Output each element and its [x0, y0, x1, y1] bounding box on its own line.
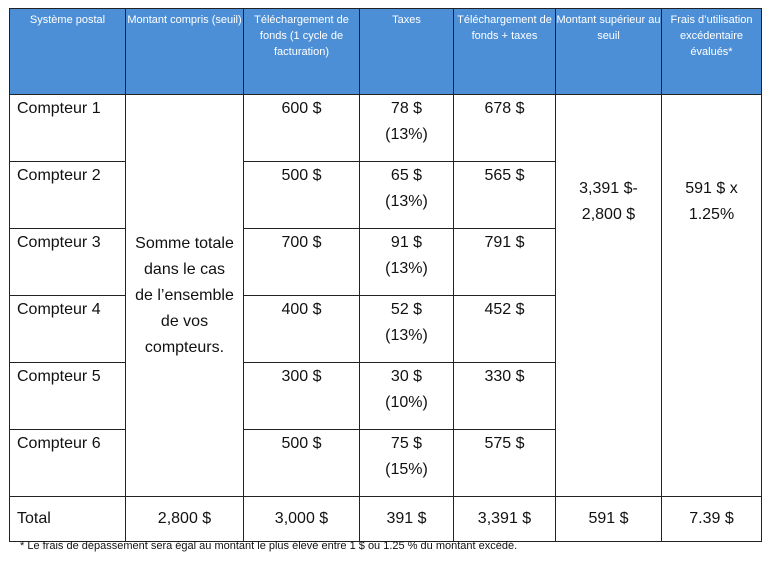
total-threshold: 2,800 $	[126, 497, 244, 542]
funds-tax-cell: 791 $	[454, 229, 556, 296]
over-threshold-cell	[556, 95, 662, 497]
tax-amount: 65 $	[390, 167, 423, 184]
tax-cell	[360, 363, 454, 430]
table-row	[10, 95, 762, 162]
tax-cell	[360, 430, 454, 497]
excess-fee-calc-cell	[662, 95, 762, 497]
total-label: Total	[10, 497, 126, 542]
tax-amount: 91 $	[390, 234, 423, 251]
header-threshold: Montant compris (seuil)	[126, 9, 244, 95]
header-over-threshold: Montant supérieur au seuil	[556, 9, 662, 95]
tax-rate: (13%)	[385, 260, 428, 277]
funds-cell: 500 $	[244, 430, 360, 497]
header-excess-fee: Frais d’utilisation excédentaire évalués*	[662, 9, 762, 95]
header-postal-system: Système postal	[10, 9, 126, 95]
total-funds: 3,000 $	[244, 497, 360, 542]
fees-table	[9, 8, 762, 542]
tax-rate: (13%)	[385, 193, 428, 210]
total-row	[10, 497, 762, 542]
tax-amount: 78 $	[390, 100, 423, 117]
tax-rate: (15%)	[385, 461, 428, 478]
tax-amount: 30 $	[390, 368, 423, 385]
header-taxes: Taxes	[360, 9, 454, 95]
total-excess-fee: 7.39 $	[662, 497, 762, 542]
header-funds-download: Téléchargement de fonds (1 cycle de facturation)	[244, 9, 360, 95]
tax-amount: 52 $	[390, 301, 423, 318]
tax-cell	[360, 162, 454, 229]
funds-tax-cell: 678 $	[454, 95, 556, 162]
meter-name: Compteur 3	[10, 229, 126, 296]
total-funds-tax: 3,391 $	[454, 497, 556, 542]
meter-name: Compteur 5	[10, 363, 126, 430]
over-threshold-text: 3,391 $- 2,800 $	[579, 180, 638, 223]
tax-amount: 75 $	[390, 435, 423, 452]
tax-rate: (10%)	[385, 394, 428, 411]
funds-cell: 600 $	[244, 95, 360, 162]
total-over-threshold: 591 $	[556, 497, 662, 542]
meter-name: Compteur 2	[10, 162, 126, 229]
meter-name: Compteur 4	[10, 296, 126, 363]
funds-cell: 300 $	[244, 363, 360, 430]
tax-cell	[360, 296, 454, 363]
excess-fee-calc-text: 591 $ x 1.25%	[685, 180, 738, 223]
meter-name: Compteur 6	[10, 430, 126, 497]
funds-cell: 400 $	[244, 296, 360, 363]
funds-tax-cell: 330 $	[454, 363, 556, 430]
funds-tax-cell: 565 $	[454, 162, 556, 229]
funds-tax-cell: 452 $	[454, 296, 556, 363]
tax-cell	[360, 229, 454, 296]
funds-cell: 500 $	[244, 162, 360, 229]
header-funds-plus-taxes: Téléchargement de fonds + taxes	[454, 9, 556, 95]
funds-tax-cell: 575 $	[454, 430, 556, 497]
threshold-note	[126, 95, 244, 497]
meter-name: Compteur 1	[10, 95, 126, 162]
funds-cell: 700 $	[244, 229, 360, 296]
threshold-note-text: Somme totale dans le cas de l’ensemble de vos compteurs.	[135, 235, 234, 356]
tax-rate: (13%)	[385, 327, 428, 344]
header-row	[10, 9, 762, 95]
tax-cell	[360, 95, 454, 162]
tax-rate: (13%)	[385, 126, 428, 143]
footnote: * Le frais de dépassement sera égal au montant le plus élevé entre 1 $ ou 1.25 % du montant excédé.	[20, 540, 518, 552]
total-tax: 391 $	[360, 497, 454, 542]
